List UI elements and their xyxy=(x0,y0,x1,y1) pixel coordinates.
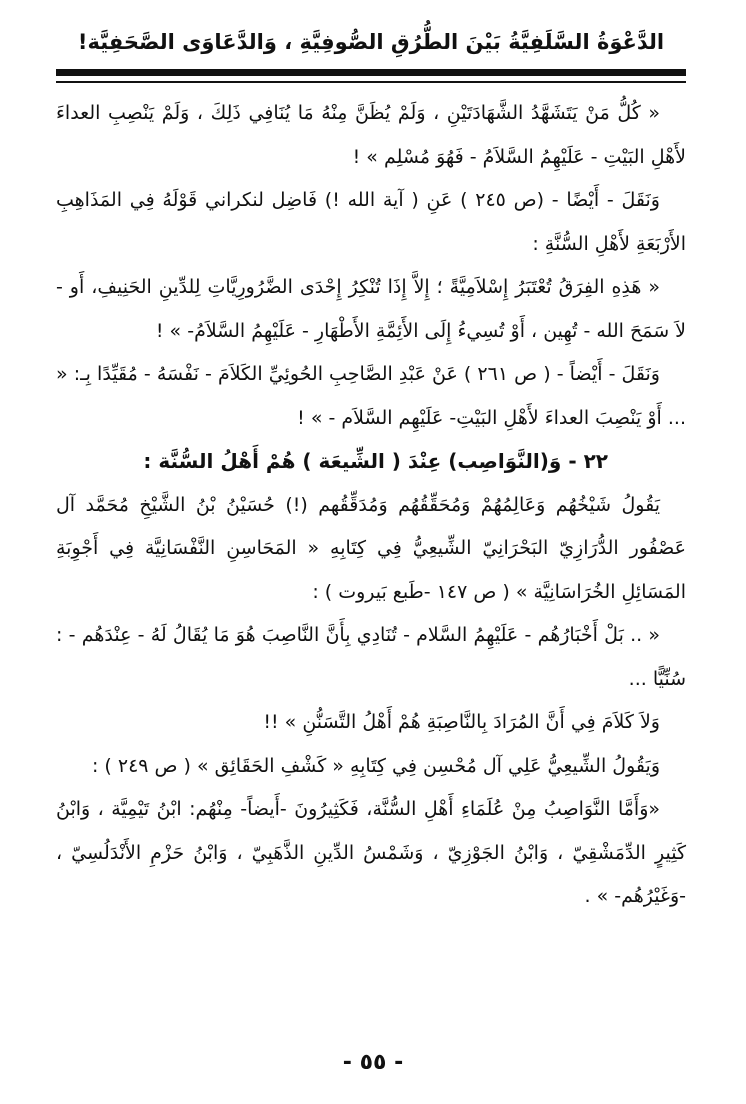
header-rule-thick xyxy=(56,69,686,76)
paragraph-quote-akhbar: « .. بَلْ أَخْبَارُهُم - عَلَيْهِمُ السَّلام - تُنَادِي بِأَنَّ النَّاصِبَ هُوَ مَا يُقَالُ لَهُ - عِنْدَهُم - : سُنِّيًّا ... xyxy=(56,624,686,690)
paragraph-quote-conclusion: وَلاَ كَلاَمَ فِي أَنَّ المُرَادَ بِالنَّاصِبَةِ هُمْ أَهْلُ التَّسَنُّنِ » !! xyxy=(263,711,660,733)
page-body-text xyxy=(56,92,686,1022)
page-number: - ٥٥ - xyxy=(342,1050,404,1075)
paragraph-asfour-intro: يَقُولُ شَيْخُهُم وَعَالِمُهُمْ وَمُحَقِّقُهُم وَمُدَقِّقُهم (!) حُسَيْنُ بْنُ الشَّيْخِ مُحَمَّد آل عَصْفُور الدُّرَازِيّ البَحْرَانِيّ الشِّيعِيُّ فِي كِتَابِهِ « المَحَاسِنِ النَّفْسَانِيَّة فِي أَجْوِبَةِ المَسَائِلِ الخُرَاسَانِيَّة » ( ص ١٤٧ -طَبع بَيروت ) : xyxy=(56,493,686,603)
paragraph-khoei-quote: وَنَقَلَ - أَيْضاً - ( ص ٢٦١ ) عَنْ عَبْدِ الصَّاحِبِ الحُوئِيِّ الكَلاَمَ - نَفْسَهُ - مُقَيِّدًا بِـ: « ... أَوْ يَنْصِبَ العداءَ لأَهْلِ البَيْتِ- عَلَيْهِم السَّلاَم - » ! xyxy=(56,363,686,429)
paragraph-lankarani-intro: وَنَقَلَ - أَيْضًا - (ص ٢٤٥ ) عَنِ ( آية الله !) فَاضِل لنكراني قَوْلَهُ فِي المَذَاهِبِ الأَرْبَعَةِ لأَهْلِ السُّنَّةِ : xyxy=(56,189,686,255)
section-heading-22: ٢٢ - وَ(النَّوَاصِب) عِنْدَ ( الشِّيعَة ) هُمْ أَهْلُ السُّنَّة : xyxy=(143,449,608,473)
paragraph-al-muhsin-intro: وَيَقُولُ الشِّيعِيُّ عَلِي آل مُحْسِن فِي كِتَابِهِ « كَشْفِ الحَقَائِق » ( ص ٢٤٩ ) : xyxy=(91,754,660,777)
paragraph-quote-four-schools: « هَذِهِ الفِرَقُ تُعْتَبَرُ إِسْلاَمِيَّةً ؛ إِلاَّ إِذَا تُنْكِرُ إِحْدَى الضَّرُورِيَّاتِ لِلدِّينِ الحَنِيفِ، أَو - لاَ سَمَحَ الله - تُهِين ، أَوْ تُسِيءُ إِلَى الأَئِمَّةِ الأَطْهَارِ - عَلَيْهِمُ السَّلاَمُ- » ! xyxy=(56,276,686,342)
header-rule-thin xyxy=(56,81,686,83)
running-header-title: الدَّعْوَةُ السَّلَفِيَّةُ بَيْنَ الطُّرُقِ الصُّوفِيَّةِ ، وَالدَّعَاوَى الصَّحَفِيَّة! xyxy=(77,30,665,54)
paragraph-quote-scholars-list: «وَأَمَّا النَّوَاصِبُ مِنْ عُلَمَاءِ أَهْلِ السُّنَّة، فَكَثِيرُونَ -أَيضاً- مِنْهُم: ابْنُ تَيْمِيَّة ، وَابْنُ كَثِيرٍ الدِّمَشْقِيّ ، وَابْنُ الجَوْزِيّ ، وَشَمْسُ الدِّينِ الذَّهَبِيّ ، وَابْنُ حَزْمِ الأَنْدَلُسِيّ ، -وَغَيْرُهُم- » . xyxy=(56,798,686,907)
paragraph-quote-shahadatayn: « كُلُّ مَنْ يَتَشَهَّدُ الشَّهَادَتَيْنِ ، وَلَمْ يُظَنَّ مِنْهُ مَا يُنَافِي ذَلِكَ ، وَلَمْ يَنْصِبِ العداءَ لأَهْلِ البَيْتِ - عَلَيْهِمُ السَّلاَمُ - فَهُوَ مُسْلِم » ! xyxy=(56,102,686,168)
